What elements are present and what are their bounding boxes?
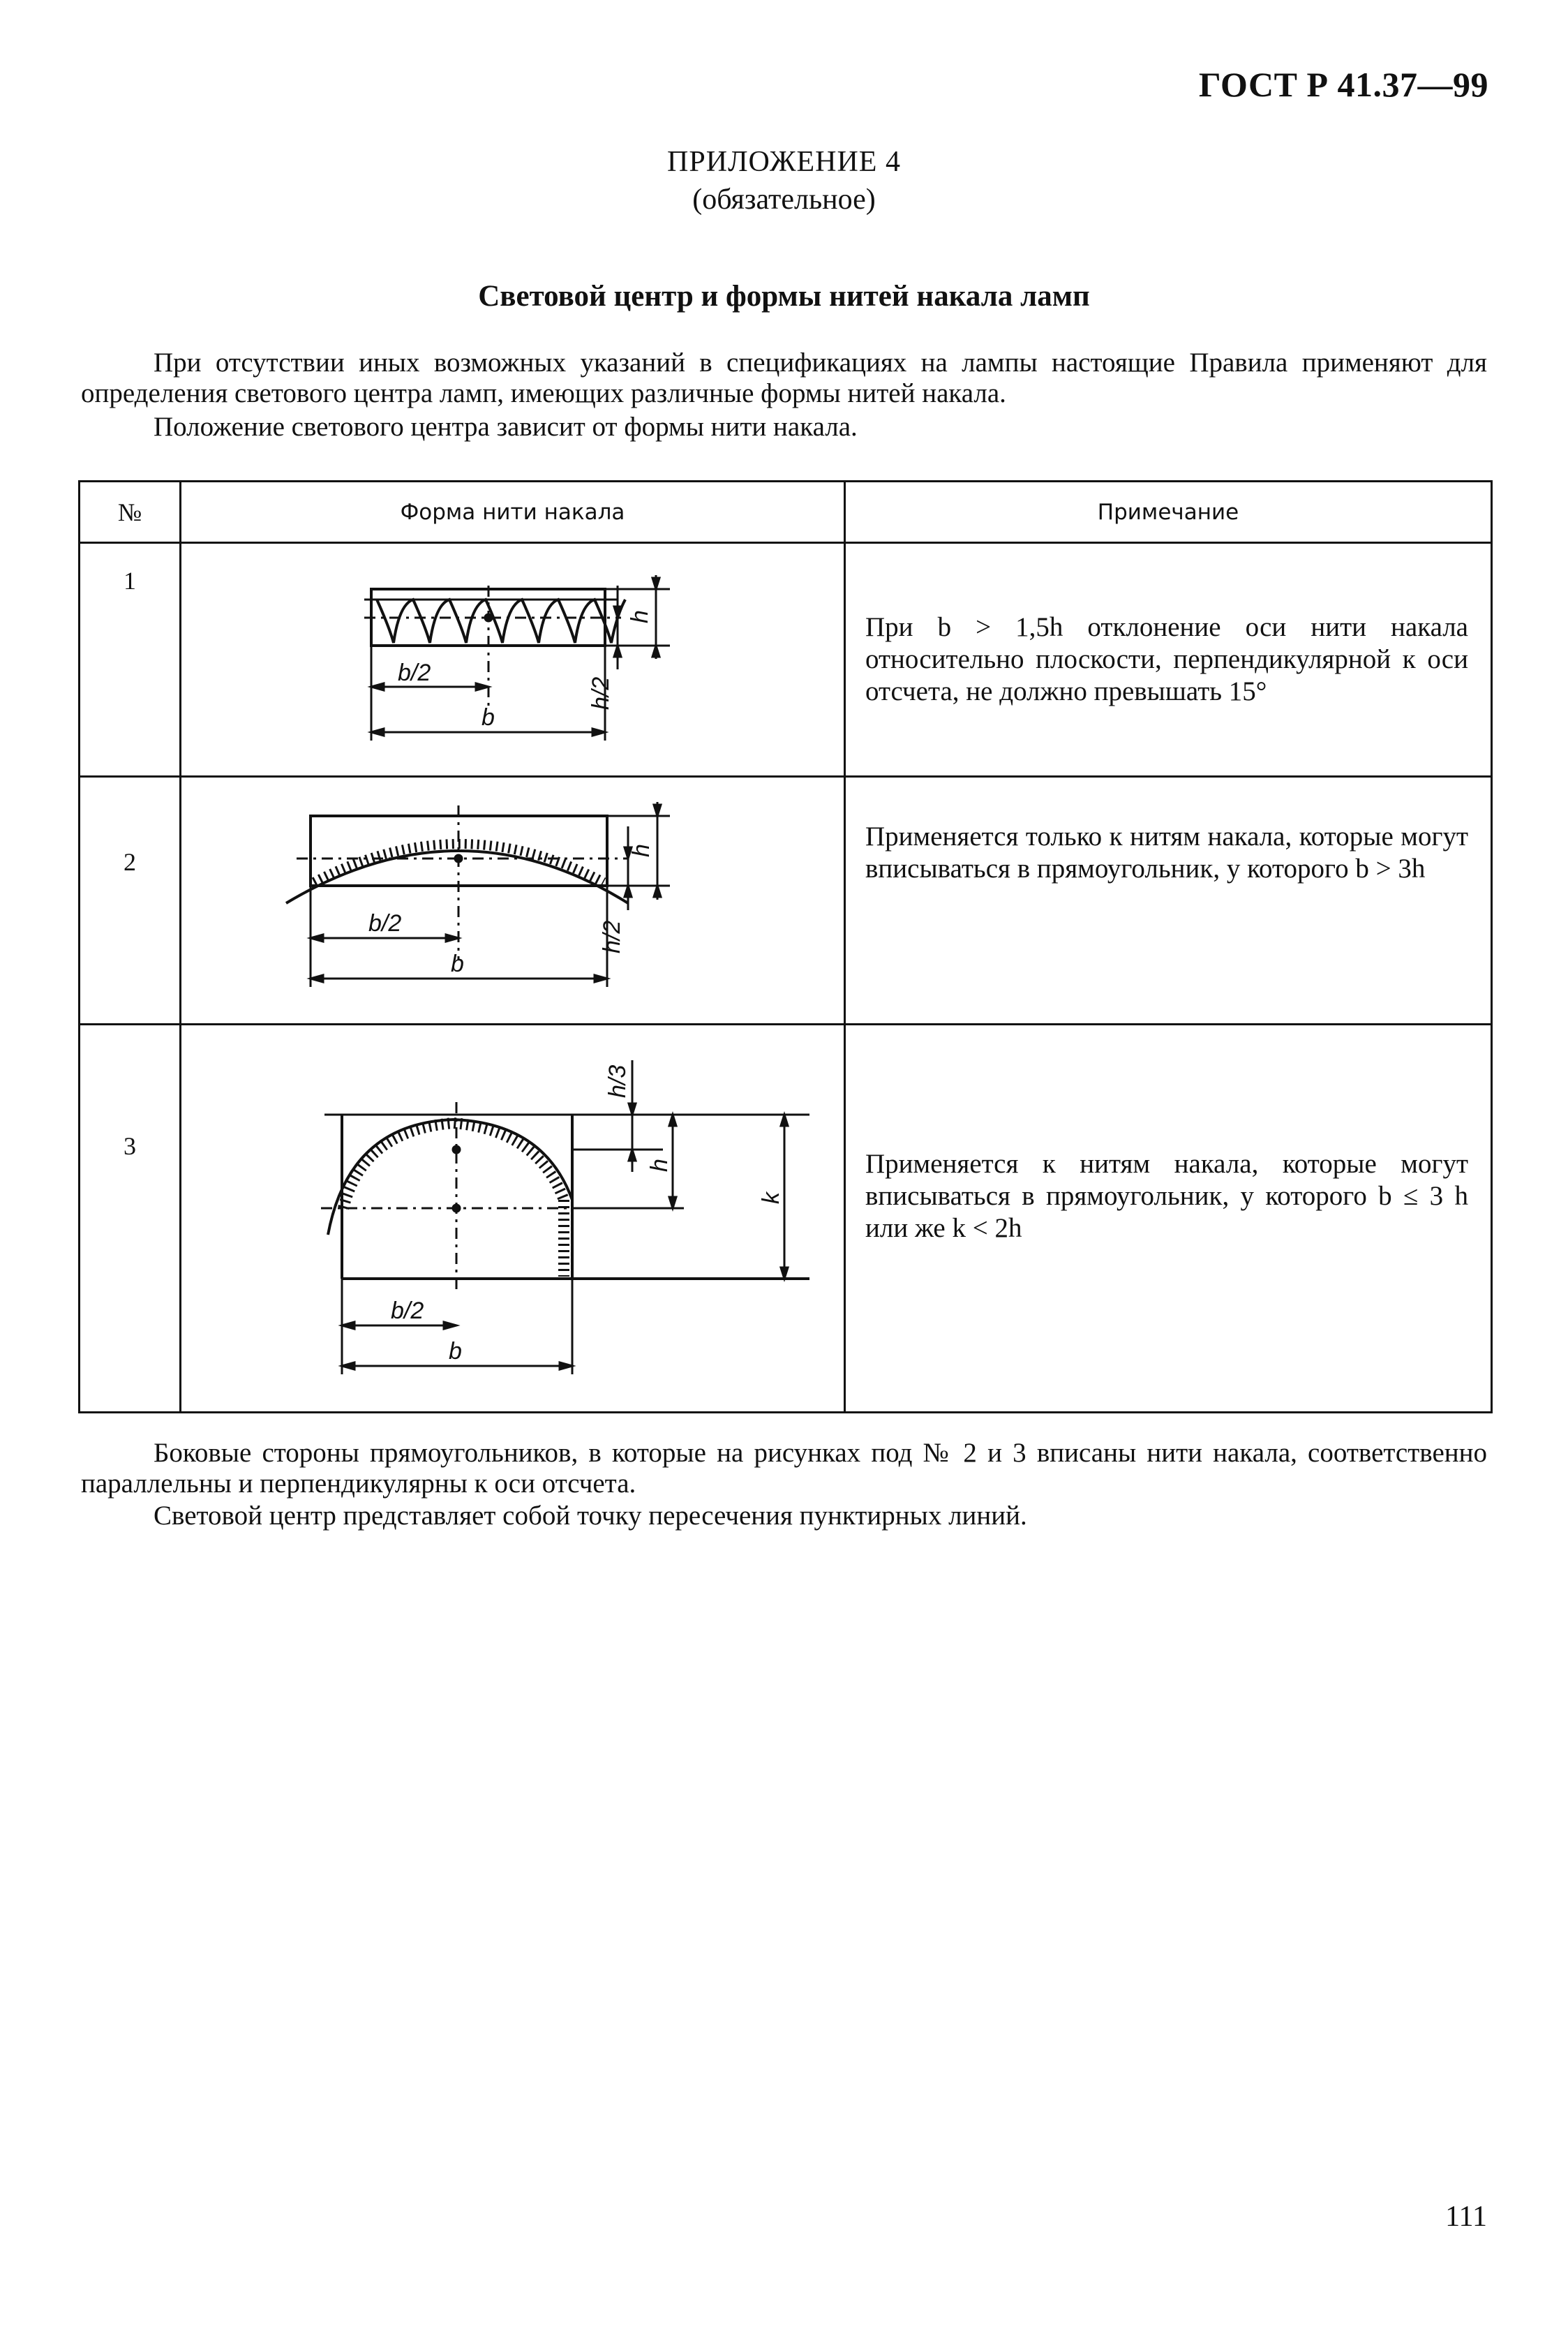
intro-paragraph-2: Положение светового центра зависит от формы нити накала. <box>154 412 858 442</box>
filament-table <box>78 480 1493 1413</box>
figure-2-drawing <box>286 802 670 987</box>
table-row <box>80 777 1492 1025</box>
light-center-dot <box>453 1205 460 1212</box>
figure-3-svg <box>181 1025 846 1411</box>
row-note: При b > 1,5h отклонение оси нити накала относительно плоскости, перпендикулярной к оси отсчета, не должно превышать 15° <box>845 543 1492 777</box>
label-third-h: h/3 <box>604 1064 631 1098</box>
figure-3-labels <box>391 1065 784 1365</box>
figure-1-svg <box>181 544 846 775</box>
footer-paragraph-1: Боковые стороны прямоугольников, в которые на рисунках под № 2 и 3 вписаны нити накала, соответственно параллельны и перпендикулярны к оси отсчета. <box>81 1438 1487 1499</box>
helical-coil <box>377 600 625 643</box>
header-note: Примечание <box>845 482 1492 543</box>
label-b: b <box>451 951 464 977</box>
table-row <box>80 543 1492 777</box>
intro-paragraph-1: При отсутствии иных возможных указаний в спецификациях на лампы настоящие Правила применяют для определения светового центра ламп, имеющих различные формы нитей накала. <box>81 348 1487 408</box>
row-number: 2 <box>80 777 181 1025</box>
page-number: 111 <box>1445 2201 1487 2233</box>
row-number: 1 <box>80 543 181 777</box>
label-half-b: b/2 <box>391 1298 424 1324</box>
footer-paragraph-2: Световой центр представляет собой точку пересечения пунктирных линий. <box>154 1501 1027 1531</box>
filament-figure-1 <box>181 543 845 777</box>
section-title: Световой центр и формы нитей накала ламп <box>478 280 1090 313</box>
row-note: Применяется только к нитям накала, которые могут вписываться в прямоугольник, у которого b > 3h <box>845 777 1492 1025</box>
label-half-b: b/2 <box>398 660 431 686</box>
label-h: h <box>627 610 653 623</box>
filament-figure-3 <box>181 1025 845 1413</box>
label-half-h: h/2 <box>599 920 625 953</box>
label-b: b <box>481 704 495 731</box>
header-num: № <box>80 482 181 543</box>
table-row <box>80 1025 1492 1413</box>
row-number: 3 <box>80 1025 181 1413</box>
label-b: b <box>449 1338 462 1365</box>
document-code: ГОСТ Р 41.37—99 <box>1198 65 1488 104</box>
header-shape: Форма нити накала <box>181 482 845 543</box>
row-note: Применяется к нитям накала, которые могут вписываться в прямоугольник, у которого b ≤ 3 h или же k < 2h <box>845 1025 1492 1413</box>
figure-2-svg <box>181 778 846 1023</box>
filament-apex-dot <box>453 1146 460 1153</box>
figure-1-drawing <box>364 575 670 741</box>
label-half-h: h/2 <box>588 676 614 710</box>
light-center-dot <box>485 614 492 621</box>
figure-2-labels <box>368 844 655 977</box>
figure-3-drawing <box>321 1060 809 1374</box>
coiled-filament-arc <box>343 1123 564 1208</box>
label-k: k <box>758 1192 784 1204</box>
light-center-dot <box>455 855 462 862</box>
label-h: h <box>646 1159 673 1172</box>
label-h: h <box>628 844 655 857</box>
table-header-row <box>80 482 1492 543</box>
filament-figure-2 <box>181 777 845 1025</box>
filament-arc <box>328 1120 572 1235</box>
appendix-title: ПРИЛОЖЕНИЕ 4 <box>667 146 901 178</box>
label-half-b: b/2 <box>368 910 402 937</box>
appendix-subtitle: (обязательное) <box>692 184 876 216</box>
